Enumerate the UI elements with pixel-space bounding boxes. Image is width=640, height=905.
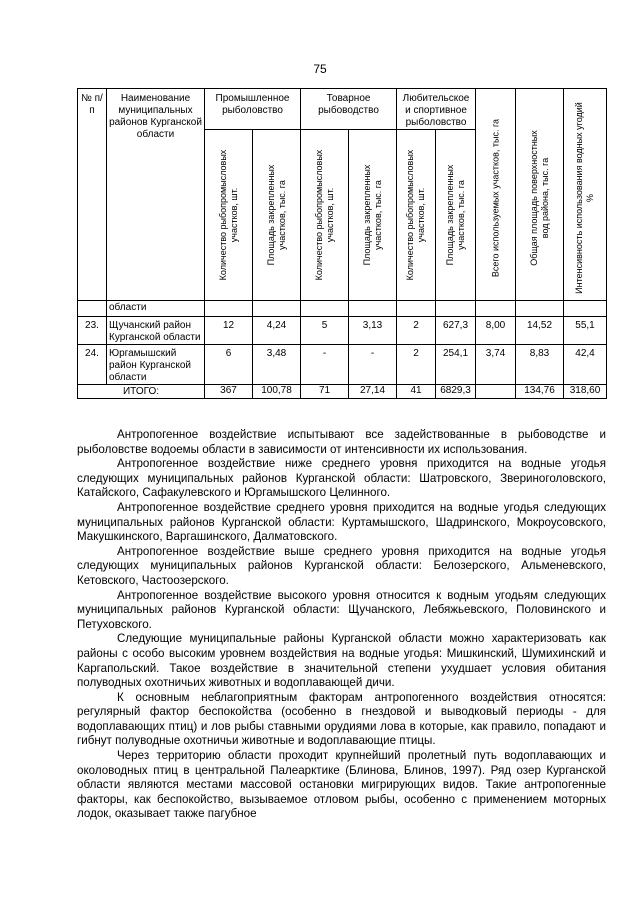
total-ind-count: 367 [205,385,253,399]
row-ind-area: 3,48 [253,345,301,385]
row-am-area: 627,3 [436,317,476,345]
header-intensity: Интенсивность использования водных угодий % [564,89,607,301]
row-name: Щучанский район Курганской области [107,317,205,345]
row-am-count: 2 [397,317,436,345]
row-total-used: 3,74 [476,345,516,385]
row-num: 23. [78,317,107,345]
header-num: № п/п [78,89,107,301]
page-number: 75 [313,62,327,76]
paragraph: Антропогенное воздействие выше среднего уровня приходится на водные угодья следующих муниципальных районов Курганской области: Белозерского, Альменевского, Кетовского, Частоозерского. [77,544,606,587]
paragraph: Антропогенное воздействие испытывают все задействованные в рыбоводстве и рыболовстве водоемы области в зависимости от интенсивности их использования. [77,428,606,456]
table-row [78,317,607,345]
row-total-used: 8,00 [476,317,516,345]
row-com-area: - [349,345,397,385]
header-total-surface: Общая площадь поверхностных вод района, тыс. га [516,89,564,301]
total-com-count: 71 [301,385,349,399]
total-total-surface: 134,76 [516,385,564,399]
row-intensity: 55,1 [564,317,607,345]
row-ind-area: 4,24 [253,317,301,345]
total-ind-area: 100,78 [253,385,301,399]
total-total-used [476,385,516,399]
header-group-industrial: Промышленное рыболовство [205,89,301,130]
continuation-text: области [107,301,205,317]
row-ind-count: 6 [205,345,253,385]
row-intensity: 42,4 [564,345,607,385]
total-intensity: 318,60 [564,385,607,399]
table-total-row [78,385,607,399]
total-com-area: 27,14 [349,385,397,399]
body-text [77,428,606,822]
header-ind-area: Площадь закрепленных участков, тыс. га [253,130,301,301]
row-com-count: - [301,345,349,385]
total-label: ИТОГО: [78,385,205,399]
row-com-count: 5 [301,317,349,345]
header-am-count: Количество рыбопромысловых участков, шт. [397,130,436,301]
fishery-table [77,88,607,399]
row-name: Юргамышский район Курганской области [107,345,205,385]
table-row [78,345,607,385]
paragraph: Антропогенное воздействие высокого уровня относится к водным угодьям следующих муниципальных районов Курганской области: Щучанского, Лебяжьевского, Половинского и Петуховского. [77,588,606,631]
table-header-row-1 [78,89,607,130]
header-group-amateur: Любительское и спортивное рыболовство [397,89,476,130]
paragraph: Антропогенное воздействие ниже среднего уровня приходится на водные угодья следующих муниципальных районов Курганской области: Шатровского, Звериноголовского, Катайского, Сафакулевского и Юргамышского Целинного. [77,457,606,500]
row-total-surface: 8,83 [516,345,564,385]
table-row-continuation [78,301,607,317]
paragraph: Через территорию области проходит крупнейший пролетный путь водоплавающих и околоводных птиц в центральной Палеарктике (Блинова, Блинов, 1997). Ряд озер Курганской области являются местами массовой остановки мигрирующих видов. Такие антропогенные факторы, как беспокойство, вызываемое отловом рыбы, особенно с применением моторных лодок, оказывает также пагубное [77,749,606,821]
total-am-area: 6829,3 [436,385,476,399]
row-am-area: 254,1 [436,345,476,385]
row-ind-count: 12 [205,317,253,345]
row-num: 24. [78,345,107,385]
header-total-used: Всего используемых участков, тыс. га [476,89,516,301]
header-ind-count: Количество рыбопромысловых участков, шт. [205,130,253,301]
row-com-area: 3,13 [349,317,397,345]
header-com-area: Площадь закрепленных участков, тыс. га [349,130,397,301]
row-total-surface: 14,52 [516,317,564,345]
paragraph: Следующие муниципальные районы Курганской области можно характеризовать как районы с особо высоким уровнем воздействия на водные угодья: Мишкинский, Шумихинский и Каргапольский. Такое воздействие в значительной степени ухудшает условия обитания полуводных охотничьих животных и водоплавающей дичи. [77,632,606,690]
row-am-count: 2 [397,345,436,385]
header-group-commodity: Товарное рыбоводство [301,89,397,130]
total-am-count: 41 [397,385,436,399]
paragraph: Антропогенное воздействие среднего уровня приходится на водные угодья следующих муниципальных районов Курганской области: Куртамышского, Шадринского, Мокроусовского, Макушкинского, Варгашинского, Далматовского. [77,500,606,544]
header-com-count: Количество рыбопромысловых участков, шт. [301,130,349,301]
paragraph: К основным неблагоприятным факторам антропогенного воздействия относятся: регулярный фактор беспокойства (особенно в гнездовой и выводковый периоды - для водоплавающих птиц) и лов рыбы ставными орудиями лова в которые, как правило, попадают и гибнут полуводные охотничьи животные и водоплавающие птицы. [77,690,606,748]
header-name: Наименование муниципальных районов Курганской области [107,89,205,301]
header-am-area: Площадь закрепленных участков, тыс. га [436,130,476,301]
